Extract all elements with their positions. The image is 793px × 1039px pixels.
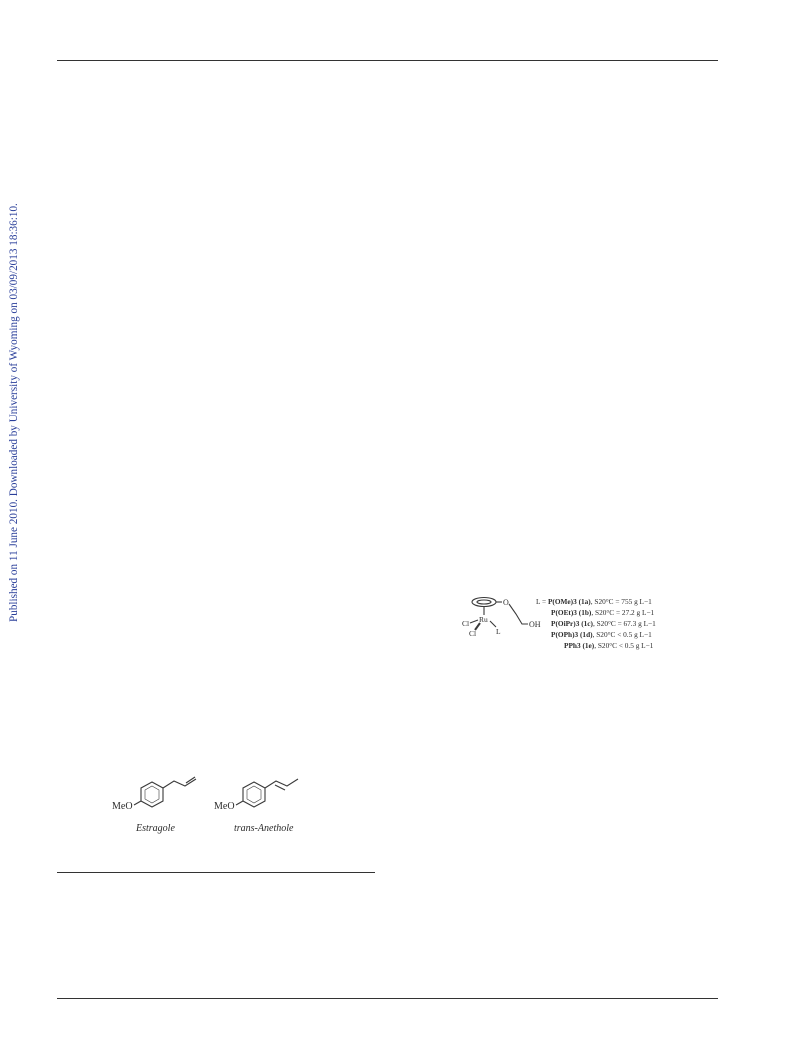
chloride-2: Cl — [469, 629, 477, 638]
ruthenium-atom: Ru — [479, 615, 488, 624]
footnote-rule — [57, 872, 375, 873]
ligand-entry-1c: P(OiPr)3 (1c), S20°C = 67.3 g L−1 — [551, 619, 656, 628]
ligand-entry-1e: PPh3 (1e), S20°C < 0.5 g L−1 — [564, 641, 654, 650]
anethole-double-bond — [275, 785, 285, 790]
download-notice: Published on 11 June 2010. Downloaded by University of Wyoming on 03/09/2013 18:36:10. — [8, 203, 20, 622]
arene-ring-inner — [477, 600, 491, 604]
anethole-methoxy-bond — [236, 801, 243, 805]
ru-cl-bond-1 — [470, 620, 478, 623]
ligand-entry-1a: L = P(OMe)3 (1a), S20°C = 755 g L−1 — [536, 597, 652, 606]
ligand-entry-1d: P(OPh)3 (1d), S20°C < 0.5 g L−1 — [551, 630, 652, 639]
header-rule — [57, 60, 718, 61]
ligand-entry-1b: P(OEt)3 (1b), S20°C = 27.2 g L−1 — [551, 608, 655, 617]
chloride-1: Cl — [462, 619, 470, 628]
anethole-label: trans-Anethole — [234, 823, 294, 834]
estragole-methoxy: MeO — [112, 801, 133, 812]
hydroxyl-group: OH — [529, 620, 541, 629]
ligand-label: L — [496, 627, 501, 636]
hydroxyethyl-chain — [509, 604, 528, 624]
ether-oxygen-atom: O — [503, 598, 509, 607]
estragole-label: Estragole — [136, 823, 175, 834]
estragole-allyl-chain — [163, 779, 196, 788]
anethole-ring-inner — [247, 786, 261, 803]
aromatic-compounds-figure — [112, 755, 312, 835]
estragole-methoxy-bond — [134, 801, 141, 805]
anethole-methoxy: MeO — [214, 801, 235, 812]
arene-ring — [472, 598, 496, 607]
anethole-propenyl-chain — [265, 779, 298, 788]
estragole-ring-inner — [145, 786, 159, 803]
footer-rule — [57, 998, 718, 999]
